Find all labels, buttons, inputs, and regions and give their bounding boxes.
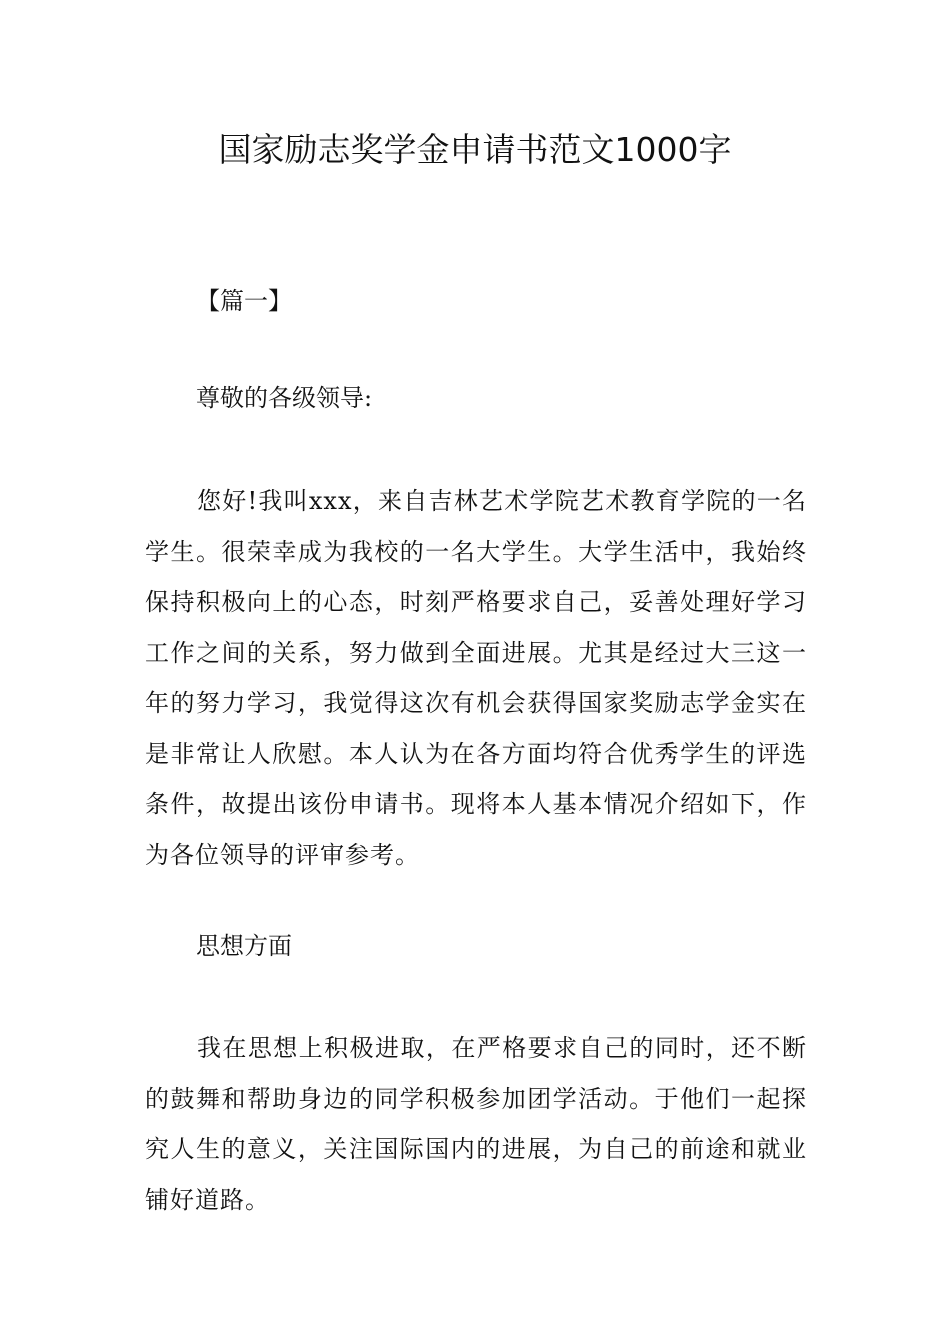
body-paragraph-1: 您好!我叫xxx，来自吉林艺术学院艺术教育学院的一名学生。很荣幸成为我校的一名大学生。大学生活中，我始终保持积极向上的心态，时刻严格要求自己，妥善处理好学习工作之间的关系，努力做到全面进展。尤其是经过大三这一年的努力学习，我觉得这次有机会获得国家奖励志学金实在是非常让人欣慰。本人认为在各方面均符合优秀学生的评选条件，故提出该份申请书。现将本人基本情况介绍如下，作为各位领导的评审参考。 (145, 487, 807, 869)
salutation: 尊敬的各级领导: (196, 384, 373, 412)
body-paragraph-2: 我在思想上积极进取，在严格要求自己的同时，还不断的鼓舞和帮助身边的同学积极参加团学活动。于他们一起探究人生的意义，关注国际国内的进展，为自己的前途和就业铺好道路。 (145, 1034, 807, 1214)
section-tag: 【篇一】 (196, 287, 292, 315)
document-title: 国家励志奖学金申请书范文1000字 (218, 130, 732, 169)
section-heading-thought: 思想方面 (196, 932, 292, 960)
